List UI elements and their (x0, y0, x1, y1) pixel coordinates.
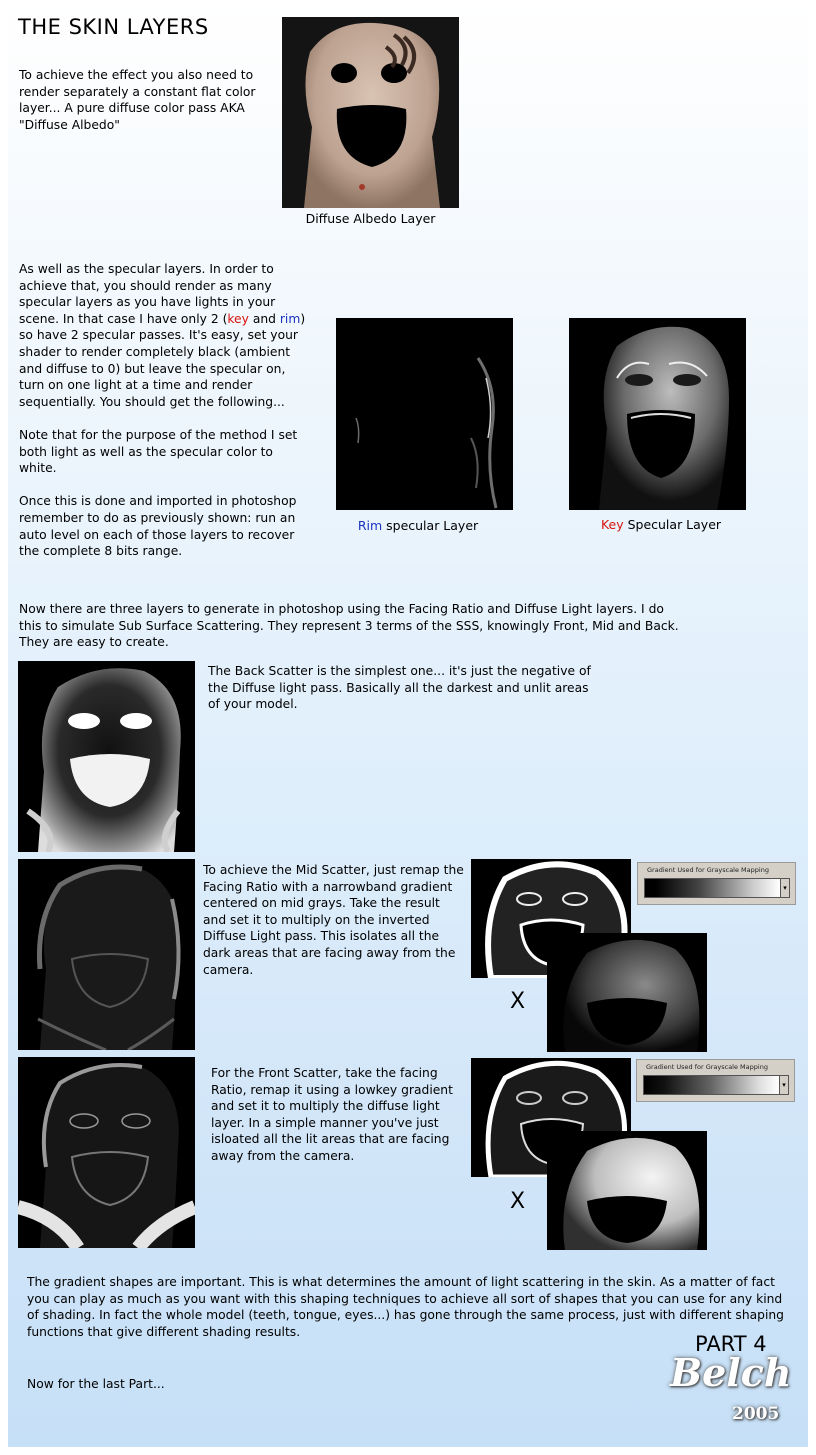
specular-text: As well as the specular layers. In order to achieve that, you should render as many specular layers as you have lights in your scene. In that case I have only 2 (key and rim) so have 2 specular passes. It's easy, set your shader to render completely black (ambient and diffuse to 0) but leave the specular on, turn on one light at a time and render sequentially. You should get the following... Note that for the purpose of the method I set both light as well as the specular color to white. Once this is done and imported in photoshop remember to do as previously shown: run an auto level on each of those layers to recover the complete 8 bits range. (19, 262, 306, 559)
mid-gradient-dropdown-icon[interactable]: ▾ (780, 878, 790, 898)
key-specular-image (569, 318, 746, 510)
three-layers-text: Now there are three layers to generate in photoshop using the Facing Ratio and Diffuse Light layers. I do this to simulate Sub Surface Scattering. They represent 3 terms of the SSS, knowingly Front, Mid and Back. They are easy to create. (19, 602, 679, 650)
intro-text: To achieve the effect you also need to render separately a constant flat color layer... A pure diffuse color pass AKA "Diffuse Albedo" (19, 68, 256, 132)
albedo-caption: Diffuse Albedo Layer (305, 211, 436, 226)
mid-gradient-bar[interactable] (644, 878, 781, 898)
part-label: PART 4 (695, 1332, 767, 1356)
page (8, 0, 808, 1447)
front-gradient-label: Gradient Used for Grayscale Mapping (646, 1063, 768, 1071)
page-title: THE SKIN LAYERS (18, 15, 209, 39)
front-gradient-bar[interactable] (643, 1075, 780, 1095)
last-part-text: Now for the last Part... (27, 1377, 165, 1391)
front-scatter-text: For the Front Scatter, take the facing Ratio, remap it using a lowkey gradient and set it to multiply the diffuse light layer. In a simple manner you've just isloated all the lit areas that are facing away from the camera. (211, 1066, 453, 1163)
rim-word: rim (279, 311, 301, 326)
rim-specular-image (336, 318, 513, 510)
front-gradient-dropdown-icon[interactable]: ▾ (779, 1075, 789, 1095)
mid-diffuse-light-image (547, 933, 707, 1052)
back-scatter-image (18, 661, 195, 852)
mid-scatter-text: To achieve the Mid Scatter, just remap the Facing Ratio with a narrowband gradient centered on mid grays. Take the result and set it to multiply on the inverted Diffuse Light pass. This isolates all the dark areas that are facing away from the camera. (203, 863, 464, 977)
mid-gradient-label: Gradient Used for Grayscale Mapping (647, 866, 769, 874)
key-caption: Key Specular Layer (600, 517, 722, 532)
closing-text: The gradient shapes are important. This is what determines the amount of light scattering in the skin. As a matter of fact you can play as much as you want with this shaping techniques to achieve all sort of shapes that you can use for any kind of shading. In fact the whole model (teeth, tongue, eyes...) has gone through the same process, just with different shaping functions that give different shading results. (27, 1275, 784, 1339)
front-gradient-panel (636, 1059, 795, 1102)
back-scatter-text: The Back Scatter is the simplest one... it's just the negative of the Diffuse light pass. Basically all the darkest and unlit areas of your model. (208, 664, 591, 712)
mid-gradient-panel (637, 862, 796, 905)
front-scatter-image (18, 1057, 195, 1248)
rim-caption: Rim specular Layer (357, 518, 479, 533)
diffuse-albedo-image (282, 17, 459, 208)
front-multiply-symbol: X (510, 1189, 526, 1214)
mid-multiply-symbol: X (510, 989, 526, 1014)
key-word: key (227, 311, 249, 326)
mid-scatter-image (18, 859, 195, 1050)
signature-name: Belch (670, 1350, 792, 1395)
signature-year: 2005 (732, 1404, 780, 1424)
front-diffuse-light-image (547, 1131, 707, 1250)
